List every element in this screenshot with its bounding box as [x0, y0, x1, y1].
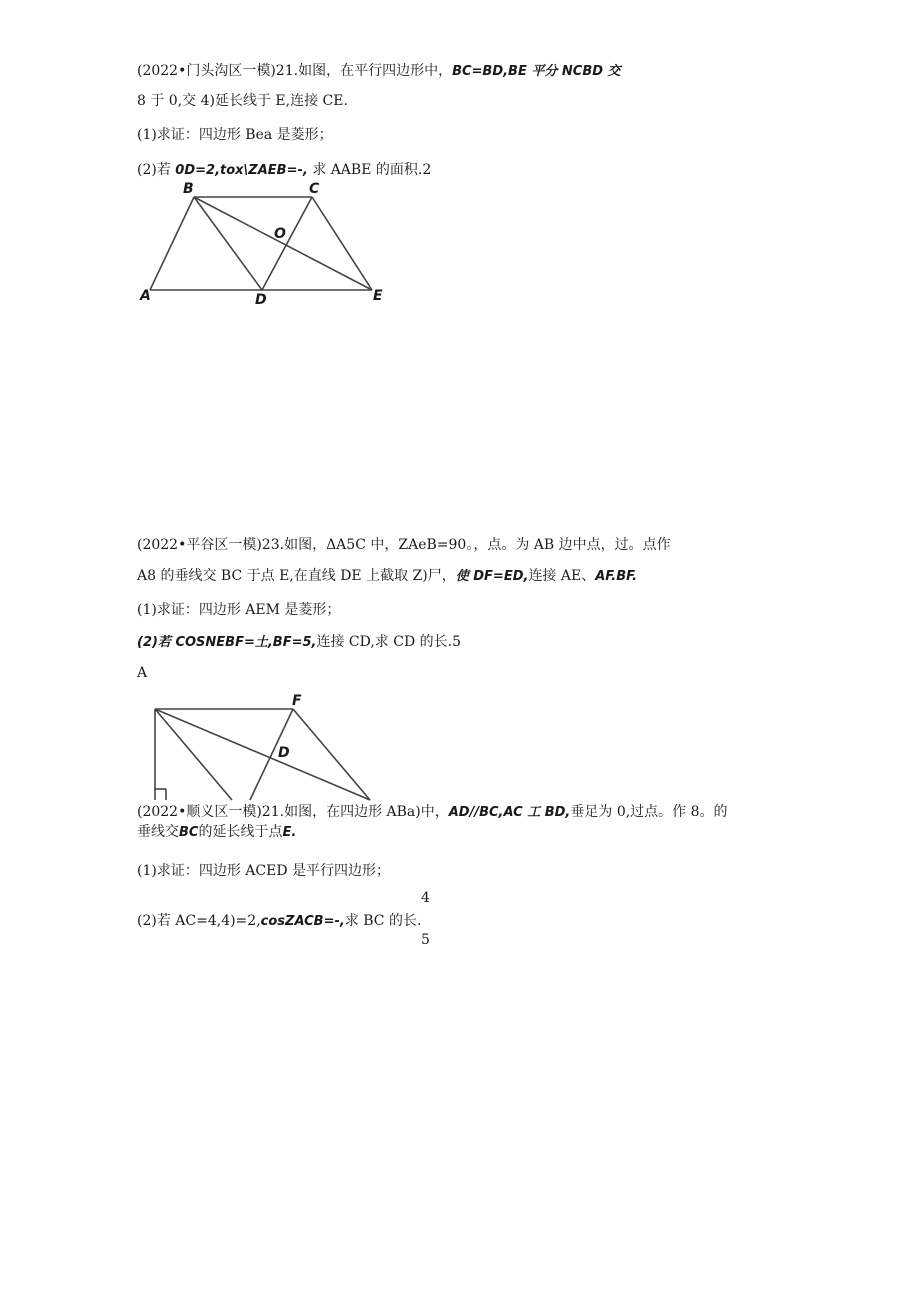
problem3-line4-c: 求 BC 的长.: [344, 913, 422, 929]
problem2-line2-math2: AF.BF.: [595, 569, 638, 584]
fig2-segment-diag2: [155, 709, 370, 800]
problem3-line2-b: BC: [179, 825, 199, 840]
fig2-label-F: F: [292, 693, 302, 709]
fig2-segment-FE: [293, 709, 370, 800]
problem1-line2: 8 于 0,交 4)延长线于 E,连接 CE.: [137, 93, 348, 109]
problem1-line1-text: (2022•门头沟区一模)21.如图，在平行四边形中，: [137, 63, 453, 79]
problem3-line2-a: 垂线交: [137, 824, 179, 840]
problem3-line2-c: 的延长线于点: [198, 824, 283, 840]
fig2-segment-diag1: [155, 709, 232, 800]
problem3-line4-math: cosZACB=-,: [260, 914, 345, 929]
problem3-line1-text: (2022•顺义区一模)21.如图，在四边形 ABa)中，: [137, 804, 449, 820]
fig1-label-O: O: [274, 226, 286, 242]
problem2-line4-text: 连接 CD,求 CD 的长.5: [316, 634, 462, 650]
problem2-line4-math: (2)若 COSNEBF=土,BF=5,: [137, 635, 317, 650]
problem3-line4: [137, 912, 421, 931]
problem2-line2-math: 使 DF=ED,: [455, 569, 529, 584]
problem1-line1-math: BC=BD,BE 平分 NCBD 交: [452, 64, 621, 79]
fig1-label-E: E: [373, 288, 383, 304]
problem2-line1: (2022•平谷区一模)23.如图，ΔA5C 中，ZAeB=90。，点。为 AB 边中点，过。点作: [137, 537, 671, 553]
problem1-line4-suffix: 求 AABE 的面积.2: [312, 162, 432, 178]
fig1-label-D: D: [255, 292, 267, 308]
problem3-line2: [137, 823, 296, 842]
problem3-line1: [137, 803, 728, 822]
problem3-line1-text2: 垂足为 0,过点。作 8。的: [570, 804, 728, 820]
problem3-line4-a: (2)若 AC=4,4)=2,: [137, 913, 261, 929]
problem3-line3: (1)求证：四边形 ACED 是平行四边形；: [137, 863, 390, 879]
problem3-line2-d: E.: [282, 825, 297, 840]
problem2-stray-label: A: [137, 665, 148, 681]
problem2-line3: (1)求证：四边形 AEM 是菱形；: [137, 602, 341, 618]
fig1-label-A: A: [140, 288, 151, 304]
problem1-line4-math: 0D=2,tox\ZAEB=-,: [175, 163, 308, 178]
problem3-fraction-numerator: 4: [421, 890, 430, 906]
fig1-label-B: B: [183, 181, 194, 197]
problem3-fraction-denominator: 5: [421, 932, 430, 948]
problem2-line2-text: A8 的垂线交 BC 于点 E,在直线 DE 上截取 Z)尸，: [137, 568, 456, 584]
fig2-label-D: D: [278, 745, 290, 761]
problem1-line3: (1)求证：四边形 Bea 是菱形；: [137, 127, 333, 143]
problem2-line2-text2: 连接 AE、: [528, 568, 596, 584]
problem1-line4-prefix: (2)若: [137, 162, 171, 178]
fig1-label-C: C: [309, 181, 320, 197]
problem3-line1-math: AD//BC,AC 工 BD,: [448, 805, 571, 820]
